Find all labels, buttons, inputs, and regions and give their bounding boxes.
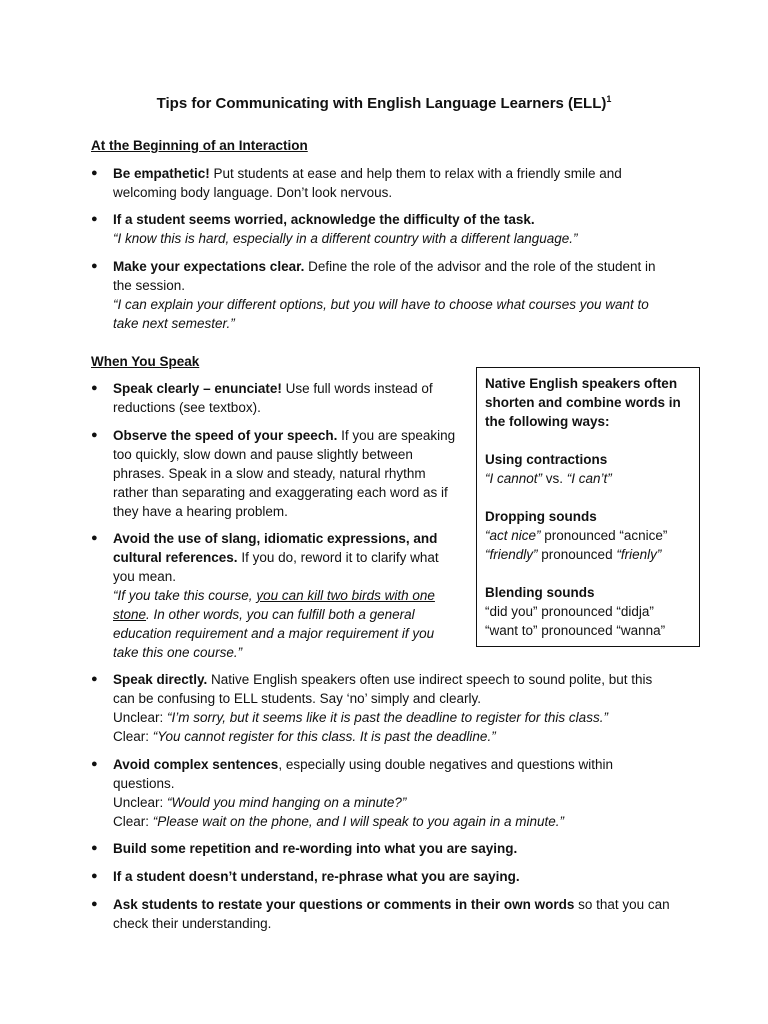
bullet: ● [91, 429, 98, 441]
bullet: ● [91, 213, 98, 225]
reductions-textbox: Native English speakers often shorten and combine words in the following ways: Using contractions “I cannot” vs. “I can’t” Dropping sounds “act nice” pronounced “acnice” “friendly” pronounced “frienly” Blending sounds “did you” pronounced “didja” “want to” pronounced “wanna” [476, 367, 700, 647]
contractions-heading: Using contractions [485, 452, 608, 467]
section-heading-speak: When You Speak [91, 354, 200, 369]
bullet: ● [91, 382, 98, 394]
bullet: ● [91, 532, 98, 544]
bullet: ● [91, 673, 98, 685]
footnote-marker: 1 [606, 94, 612, 104]
bullet: ● [91, 260, 98, 272]
bullet: ● [91, 167, 98, 179]
page-title: Tips for Communicating with English Language Learners (ELL)$^1$ [156, 94, 612, 112]
blending-heading: Blending sounds [485, 585, 595, 600]
bullet: ● [91, 842, 98, 854]
bullet: ● [91, 898, 98, 910]
bullet: ● [91, 870, 98, 882]
section-heading-beginning: At the Beginning of an Interaction [91, 138, 308, 153]
bullet: ● [91, 758, 98, 770]
dropping-heading: Dropping sounds [485, 509, 597, 524]
